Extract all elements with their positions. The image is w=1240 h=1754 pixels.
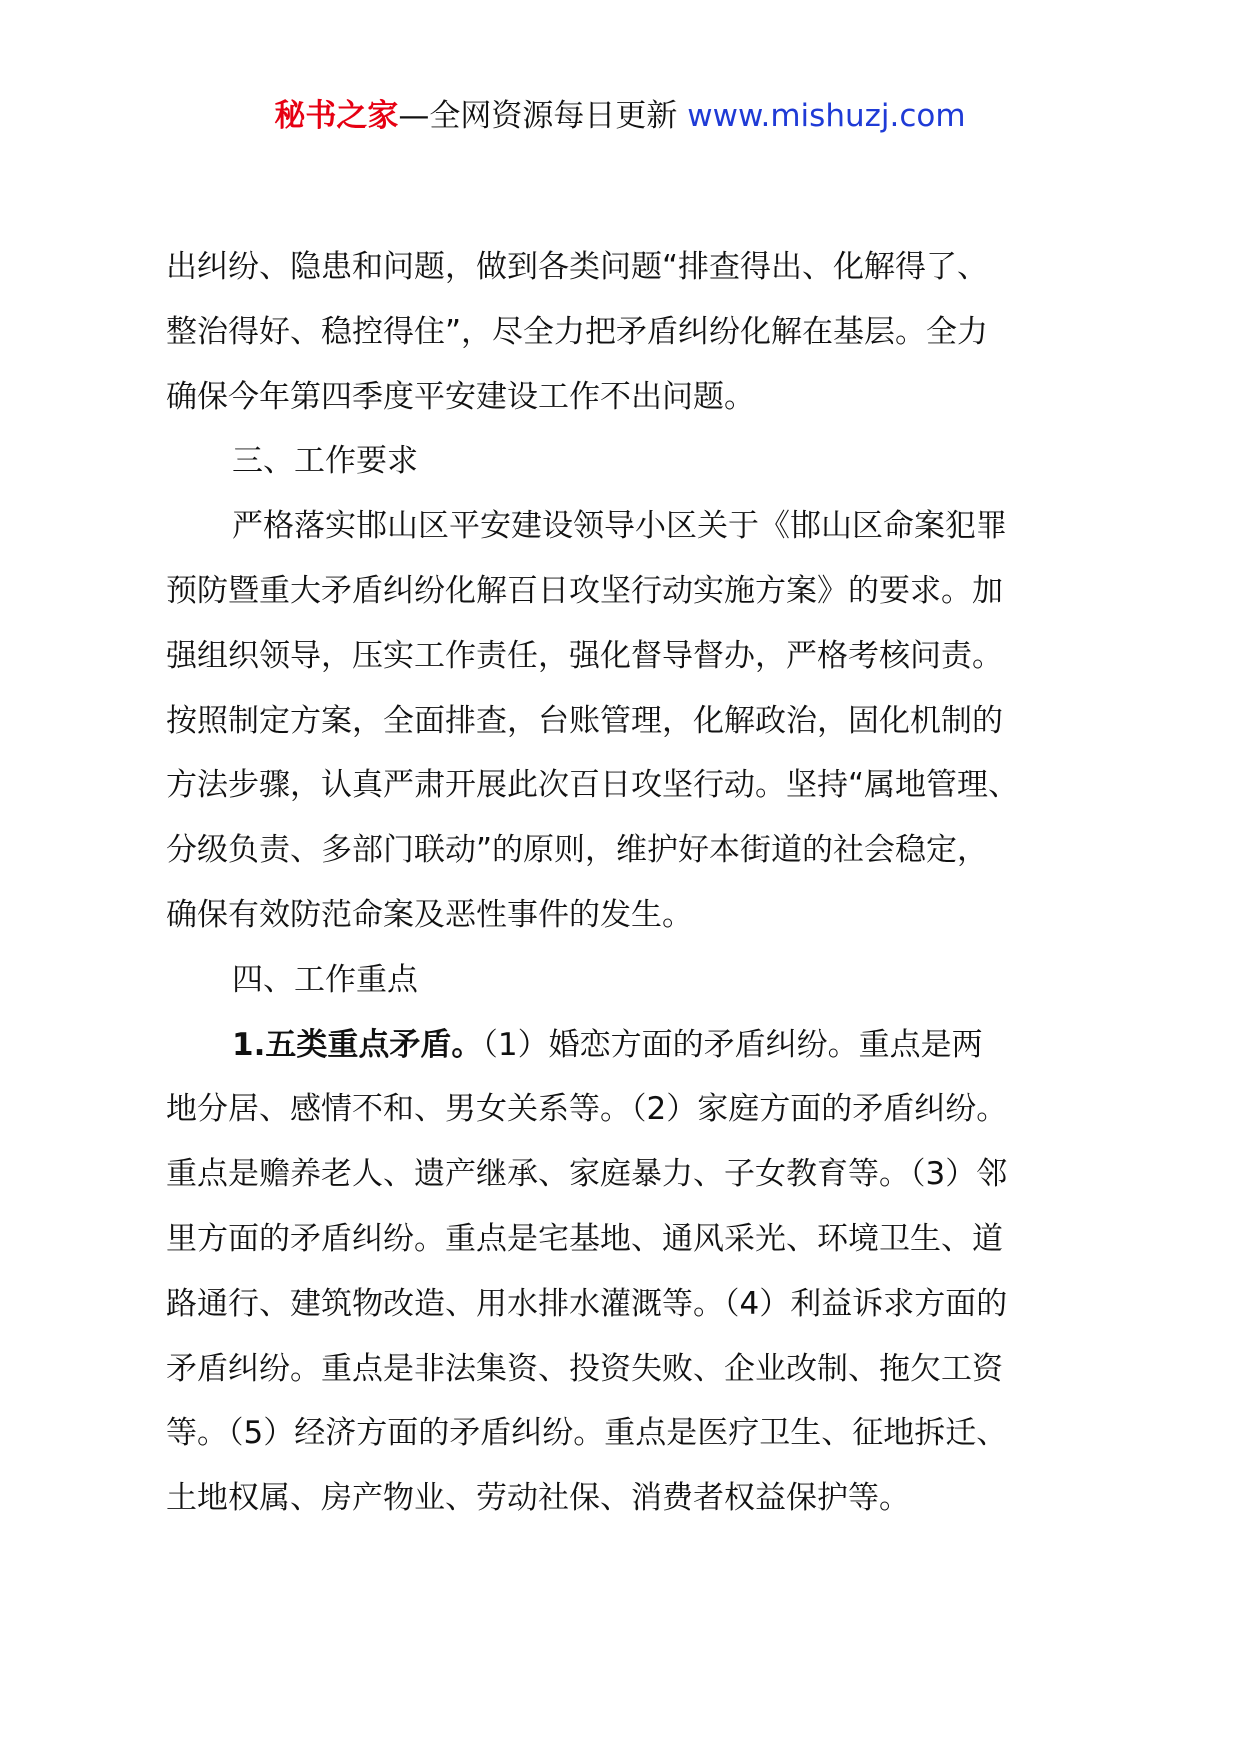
paragraph-line: 等。（5）经济方面的矛盾纠纷。重点是医疗卫生、征地拆迁、 [166, 1415, 1008, 1452]
page-header [0, 96, 1240, 136]
paragraph-line: 强组织领导，压实工作责任，强化督导督办，严格考核问责。 [166, 637, 1003, 674]
paragraph-line: 里方面的矛盾纠纷。重点是宅基地、通风采光、环境卫生、道 [166, 1220, 1003, 1257]
header-tagline: —全网资源每日更新 [398, 98, 678, 134]
section-heading-focus: 四、工作重点 [232, 961, 418, 998]
paragraph-line: 出纠纷、隐患和问题，做到各类问题“排查得出、化解得了、 [166, 249, 989, 285]
paragraph-line: 严格落实邯山区平安建设领导小区关于《邯山区命案犯罪 [232, 508, 1007, 545]
document-body [166, 235, 1094, 1531]
paragraph-line: 预防暨重大矛盾纠纷化解百日攻坚行动实施方案》的要求。加 [166, 572, 1003, 609]
section-heading-requirements: 三、工作要求 [232, 443, 418, 480]
paragraph-line: 确保有效防范命案及恶性事件的发生。 [166, 896, 693, 933]
paragraph-line: 方法步骤，认真严肃开展此次百日攻坚行动。坚持“属地管理、 [166, 767, 1020, 804]
site-url-link[interactable]: www.mishuzj.com [687, 98, 966, 134]
item-heading: 1.五类重点矛盾。 [232, 1026, 483, 1063]
paragraph-line: 确保今年第四季度平安建设工作不出问题。 [166, 378, 755, 415]
item-text: （1）婚恋方面的矛盾纠纷。重点是两 [482, 1026, 983, 1063]
paragraph-line: 分级负责、多部门联动”的原则，维护好本街道的社会稳定， [166, 832, 989, 869]
paragraph-line: 按照制定方案，全面排查，台账管理，化解政治，固化机制的 [166, 702, 1003, 739]
paragraph-line: 土地权属、房产物业、劳动社保、消费者权益保护等。 [166, 1480, 910, 1517]
paragraph-line: 整治得好、稳控得住”，尽全力把矛盾纠纷化解在基层。全力 [166, 313, 989, 350]
paragraph-line: 地分居、感情不和、男女关系等。（2）家庭方面的矛盾纠纷。 [166, 1091, 1008, 1128]
paragraph-line [166, 1013, 1094, 1078]
paragraph-line: 重点是赡养老人、遗产继承、家庭暴力、子女教育等。（3）邻 [166, 1156, 1008, 1193]
paragraph-line: 矛盾纠纷。重点是非法集资、投资失败、企业改制、拖欠工资 [166, 1350, 1003, 1387]
paragraph-line: 路通行、建筑物改造、用水排水灌溉等。（4）利益诉求方面的 [166, 1285, 1008, 1322]
brand-name: 秘书之家 [274, 98, 399, 134]
